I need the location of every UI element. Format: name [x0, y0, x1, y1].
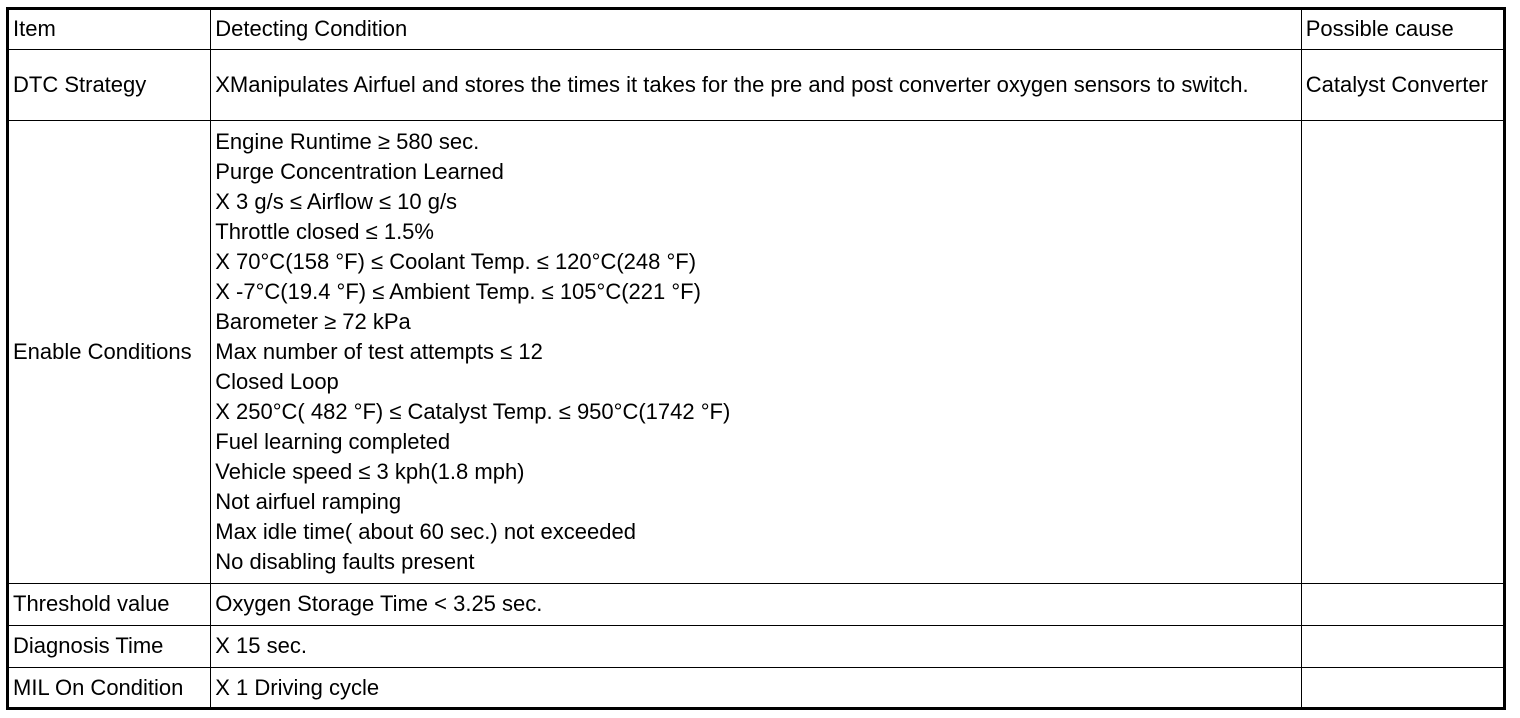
enable-condition-item: No disabling faults present — [215, 548, 475, 574]
diagnostic-table-frame — [6, 7, 1506, 710]
enable-condition-item: Max idle time( about 60 sec.) not exceeded — [215, 518, 636, 544]
dtc-strategy-condition: XManipulates Airfuel and stores the times it takes for the pre and post converter oxygen sensors to switch. — [211, 49, 1301, 120]
enable-conditions-label: Enable Conditions — [9, 120, 211, 583]
threshold-value-label: Threshold value — [9, 583, 211, 625]
enable-conditions-list — [211, 120, 1301, 583]
enable-condition-item: Not airfuel ramping — [215, 488, 402, 514]
diagnosis-time-label: Diagnosis Time — [9, 625, 211, 667]
mil-on-condition-cause — [1301, 667, 1503, 709]
enable-condition-item: X 70°C(158 °F) ≤ Coolant Temp. ≤ 120°C(248 °F) — [215, 248, 697, 274]
diagnosis-time-condition: X 15 sec. — [211, 625, 1301, 667]
threshold-value-cause — [1301, 583, 1503, 625]
enable-condition-item: X 3 g/s ≤ Airflow ≤ 10 g/s — [215, 188, 458, 214]
header-possible-cause: Possible cause — [1301, 10, 1503, 49]
table-header-row — [9, 10, 1503, 49]
enable-condition-item: Purge Concentration Learned — [215, 158, 504, 184]
dtc-strategy-label: DTC Strategy — [9, 49, 211, 120]
mil-on-condition-condition: X 1 Driving cycle — [211, 667, 1301, 709]
mil-on-condition-label: MIL On Condition — [9, 667, 211, 709]
table-row-dtc-strategy — [9, 49, 1503, 120]
diagnosis-time-cause — [1301, 625, 1503, 667]
table-row-diagnosis-time — [9, 625, 1503, 667]
dtc-strategy-cause: Catalyst Converter — [1301, 49, 1503, 120]
table-row-enable-conditions — [9, 120, 1503, 583]
enable-condition-item: Throttle closed ≤ 1.5% — [215, 218, 434, 244]
header-detecting-condition: Detecting Condition — [211, 10, 1301, 49]
enable-condition-item: X -7°C(19.4 °F) ≤ Ambient Temp. ≤ 105°C(221 °F) — [215, 278, 701, 304]
enable-condition-item: Vehicle speed ≤ 3 kph(1.8 mph) — [215, 458, 525, 484]
table-row-mil-on-condition — [9, 667, 1503, 709]
table-row-threshold-value — [9, 583, 1503, 625]
enable-condition-item: Barometer ≥ 72 kPa — [215, 308, 411, 334]
threshold-value-condition: Oxygen Storage Time < 3.25 sec. — [211, 583, 1301, 625]
enable-condition-item: Fuel learning completed — [215, 428, 451, 454]
enable-condition-item: Engine Runtime ≥ 580 sec. — [215, 128, 480, 154]
enable-condition-item: Closed Loop — [215, 368, 339, 394]
diagnostic-table — [9, 10, 1503, 709]
header-item: Item — [9, 10, 211, 49]
enable-condition-item: X 250°C( 482 °F) ≤ Catalyst Temp. ≤ 950°C(1742 °F) — [215, 398, 731, 424]
enable-condition-item: Max number of test attempts ≤ 12 — [215, 338, 543, 364]
enable-conditions-cause — [1301, 120, 1503, 583]
